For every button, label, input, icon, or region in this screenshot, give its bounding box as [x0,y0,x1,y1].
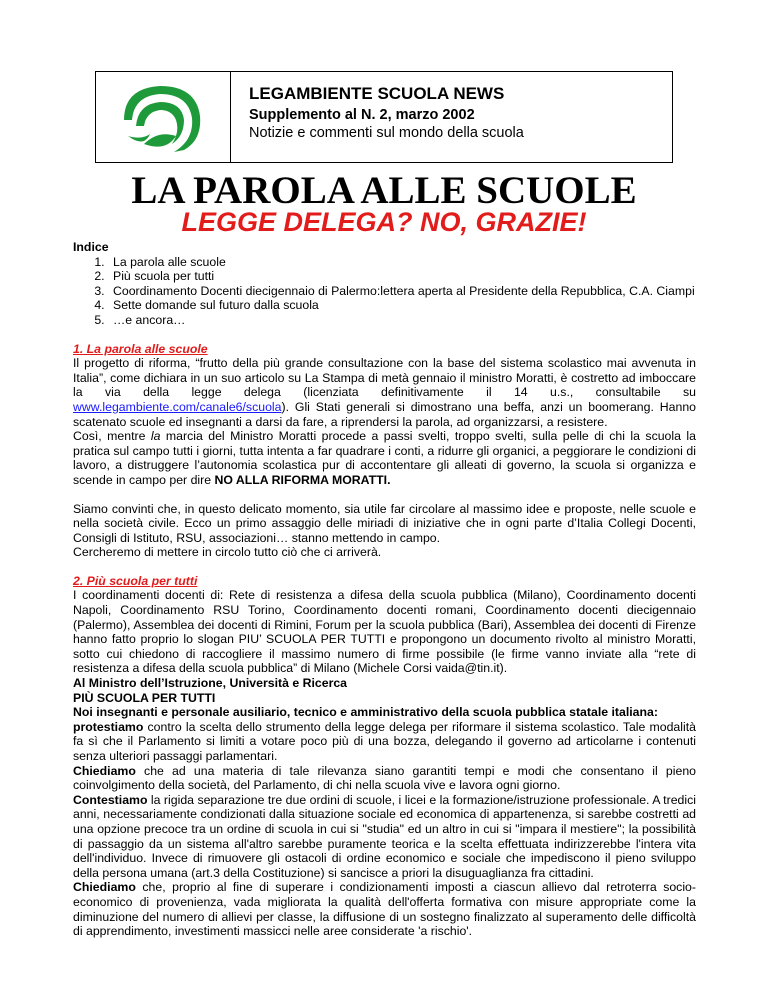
index-list [73,255,696,328]
sub-title: LEGGE DELEGA? NO, GRAZIE! [181,207,587,237]
section-1-title: 1. La parola alle scuole [73,341,208,356]
index-item: 4. Sette domande sul futuro dalla scuola [108,298,696,313]
slogan: PIÙ SCUOLA PER TUTTI [73,690,216,705]
document-body [73,240,696,939]
index-item: 1. La parola alle scuole [108,255,696,270]
legambiente-link[interactable]: www.legambiente.com/canale6/scuola [73,399,282,414]
newsletter-header [95,71,673,163]
signers: Noi insegnanti e personale ausiliario, tecnico e amministrativo della scuola pubblica statale italiana: [73,705,658,720]
supplement-line: Supplemento al N. 2, marzo 2002 [249,107,475,123]
main-title: LA PAROLA ALLE SCUOLE [131,169,637,212]
petition-point: protestiamo contro la scelta dello strumento della legge delega per riformare il sistema scolastico. Tale modalità fa sì che il Parlamento si limiti a votare poco più di una bozza, delegando il governo ad articolarne i contenuti senza ulteriori passaggi parlamentari. [73,719,696,763]
newsletter-title: LEGAMBIENTE SCUOLA NEWS [249,84,505,103]
newsletter-description: Notizie e commenti sul mondo della scuola [249,125,524,141]
section-1-paragraph-1: Il progetto di riforma, “frutto della più grande consultazione con la base del sistema scolastico mai avvenuta in Italia”, come dichiara in un suo articolo su La Stampa di metà gennaio il ministro Moratti, è costretto ad imboccare la via della legge delega (licenziata definitivamente il 14 u.s., consultabile su www.legambiente.com/canale6/scuola). Gli Stati generali si dimostrano una beffa, anzi un boomerang. Hanno scatenato scuole ed insegnanti a darsi da fare, a riprendersi la parola, ad organizzarsi, a resistere. Così, mentre la marcia del Ministro Moratti procede a passi svelti, troppo svelti, sulla pelle di chi la scuola la pratica sul campo tutti i giorni, tutta intenta a far quadrare i conti, a ridurre gli organici, a peggiorare le condizioni di lavoro, a distruggere l’autonomia scolastica pur di accontentare gli alleati di governo, la scuola si organizza e scende in campo per dire NO ALLA RIFORMA MORATTI. [73,356,696,487]
index-item: 2. Più scuola per tutti [108,269,696,284]
section-2-title: 2. Più scuola per tutti [73,573,198,588]
section-2-paragraph-1: I coordinamenti docenti di: Rete di resistenza a difesa della scuola pubblica (Milano), Coordinamento docenti Napoli, Coordinamento RSU Torino, Coordinamento docenti romani, Coordinamento docenti diecigennaio (Palermo), Assemblea dei docenti di Rimini, Forum per la scuola pubblica (Bari), Assemblea dei docenti di Firenze hanno fatto proprio lo slogan PIU’ SCUOLA PER TUTTI e propongono un documento rivolto al ministro Moratti, sotto cui chiedono di raccogliere il massimo numero di firme possibile (le firme vanno inviate alla “rete di resistenza a difesa della scuola pubblica” di Milano (Michele Corsi vaida@tin.it). [73,588,696,676]
header-divider [230,72,231,162]
petition-point: Chiediamo che ad una materia di tale rilevanza siano garantiti tempi e modi che consentano il pieno coinvolgimento della società, del Parlamento, di chi nella scuola vive e lavora ogni giorno. [73,763,696,793]
petition-point: Chiediamo che, proprio al fine di superare i condizionamenti imposti a ciascun allievo dal retroterra socio-economico di provenienza, vada migliorata la qualità dell'offerta formativa con misure appropriate come la diminuzione del numero di allievi per classe, la diffusione di un sostegno finalizzato al superamento delle difficoltà di apprendimento, investimenti massicci nelle aree considerate 'a rischio'. [73,880,696,939]
legambiente-swan-logo-icon [114,80,210,156]
index-title: Indice [73,240,109,254]
section-1-paragraph-2: Siamo convinti che, in questo delicato momento, sia utile far circolare al massimo idee e proposte, nelle scuole e nella società civile. Ecco un primo assaggio delle miriadi di iniziative che in ogni parte d’Italia Collegi Docenti, Consigli di Istituto, RSU, associazioni… stanno mettendo in campo. Cercheremo di mettere in circolo tutto ciò che ci arriverà. [73,501,696,560]
petition-point: Contestiamo la rigida separazione tre due ordini di scuole, i licei e la formazione/istruzione professionale. A tredici anni, necessariamente condizionati dalla situazione sociale ed economica di appartenenza, si sarebbe costretti ad una opzione precoce tra un ordine di scuola in cui si "studia" ed un altro in cui si "impara il mestiere"; la possibilità di passaggio da un sistema all'altro sarebbe puramente teorica e la scelta effettuata indirizzerebbe l'intera vita dell'individuo. Invece di rimuovere gli ostacoli di ordine economico e sociale che impediscono il pieno sviluppo della persona umana (art.3 della Costituzione) si sancisce a priori la disuguaglianza fra cittadini. [73,792,696,880]
index-item: 5. …e ancora… [108,313,696,328]
addressee: Al Ministro dell’Istruzione, Università e Ricerca [73,676,348,691]
index-item: 3. Coordinamento Docenti diecigennaio di Palermo:lettera aperta al Presidente della Repubblica, C.A. Ciampi [108,284,696,299]
